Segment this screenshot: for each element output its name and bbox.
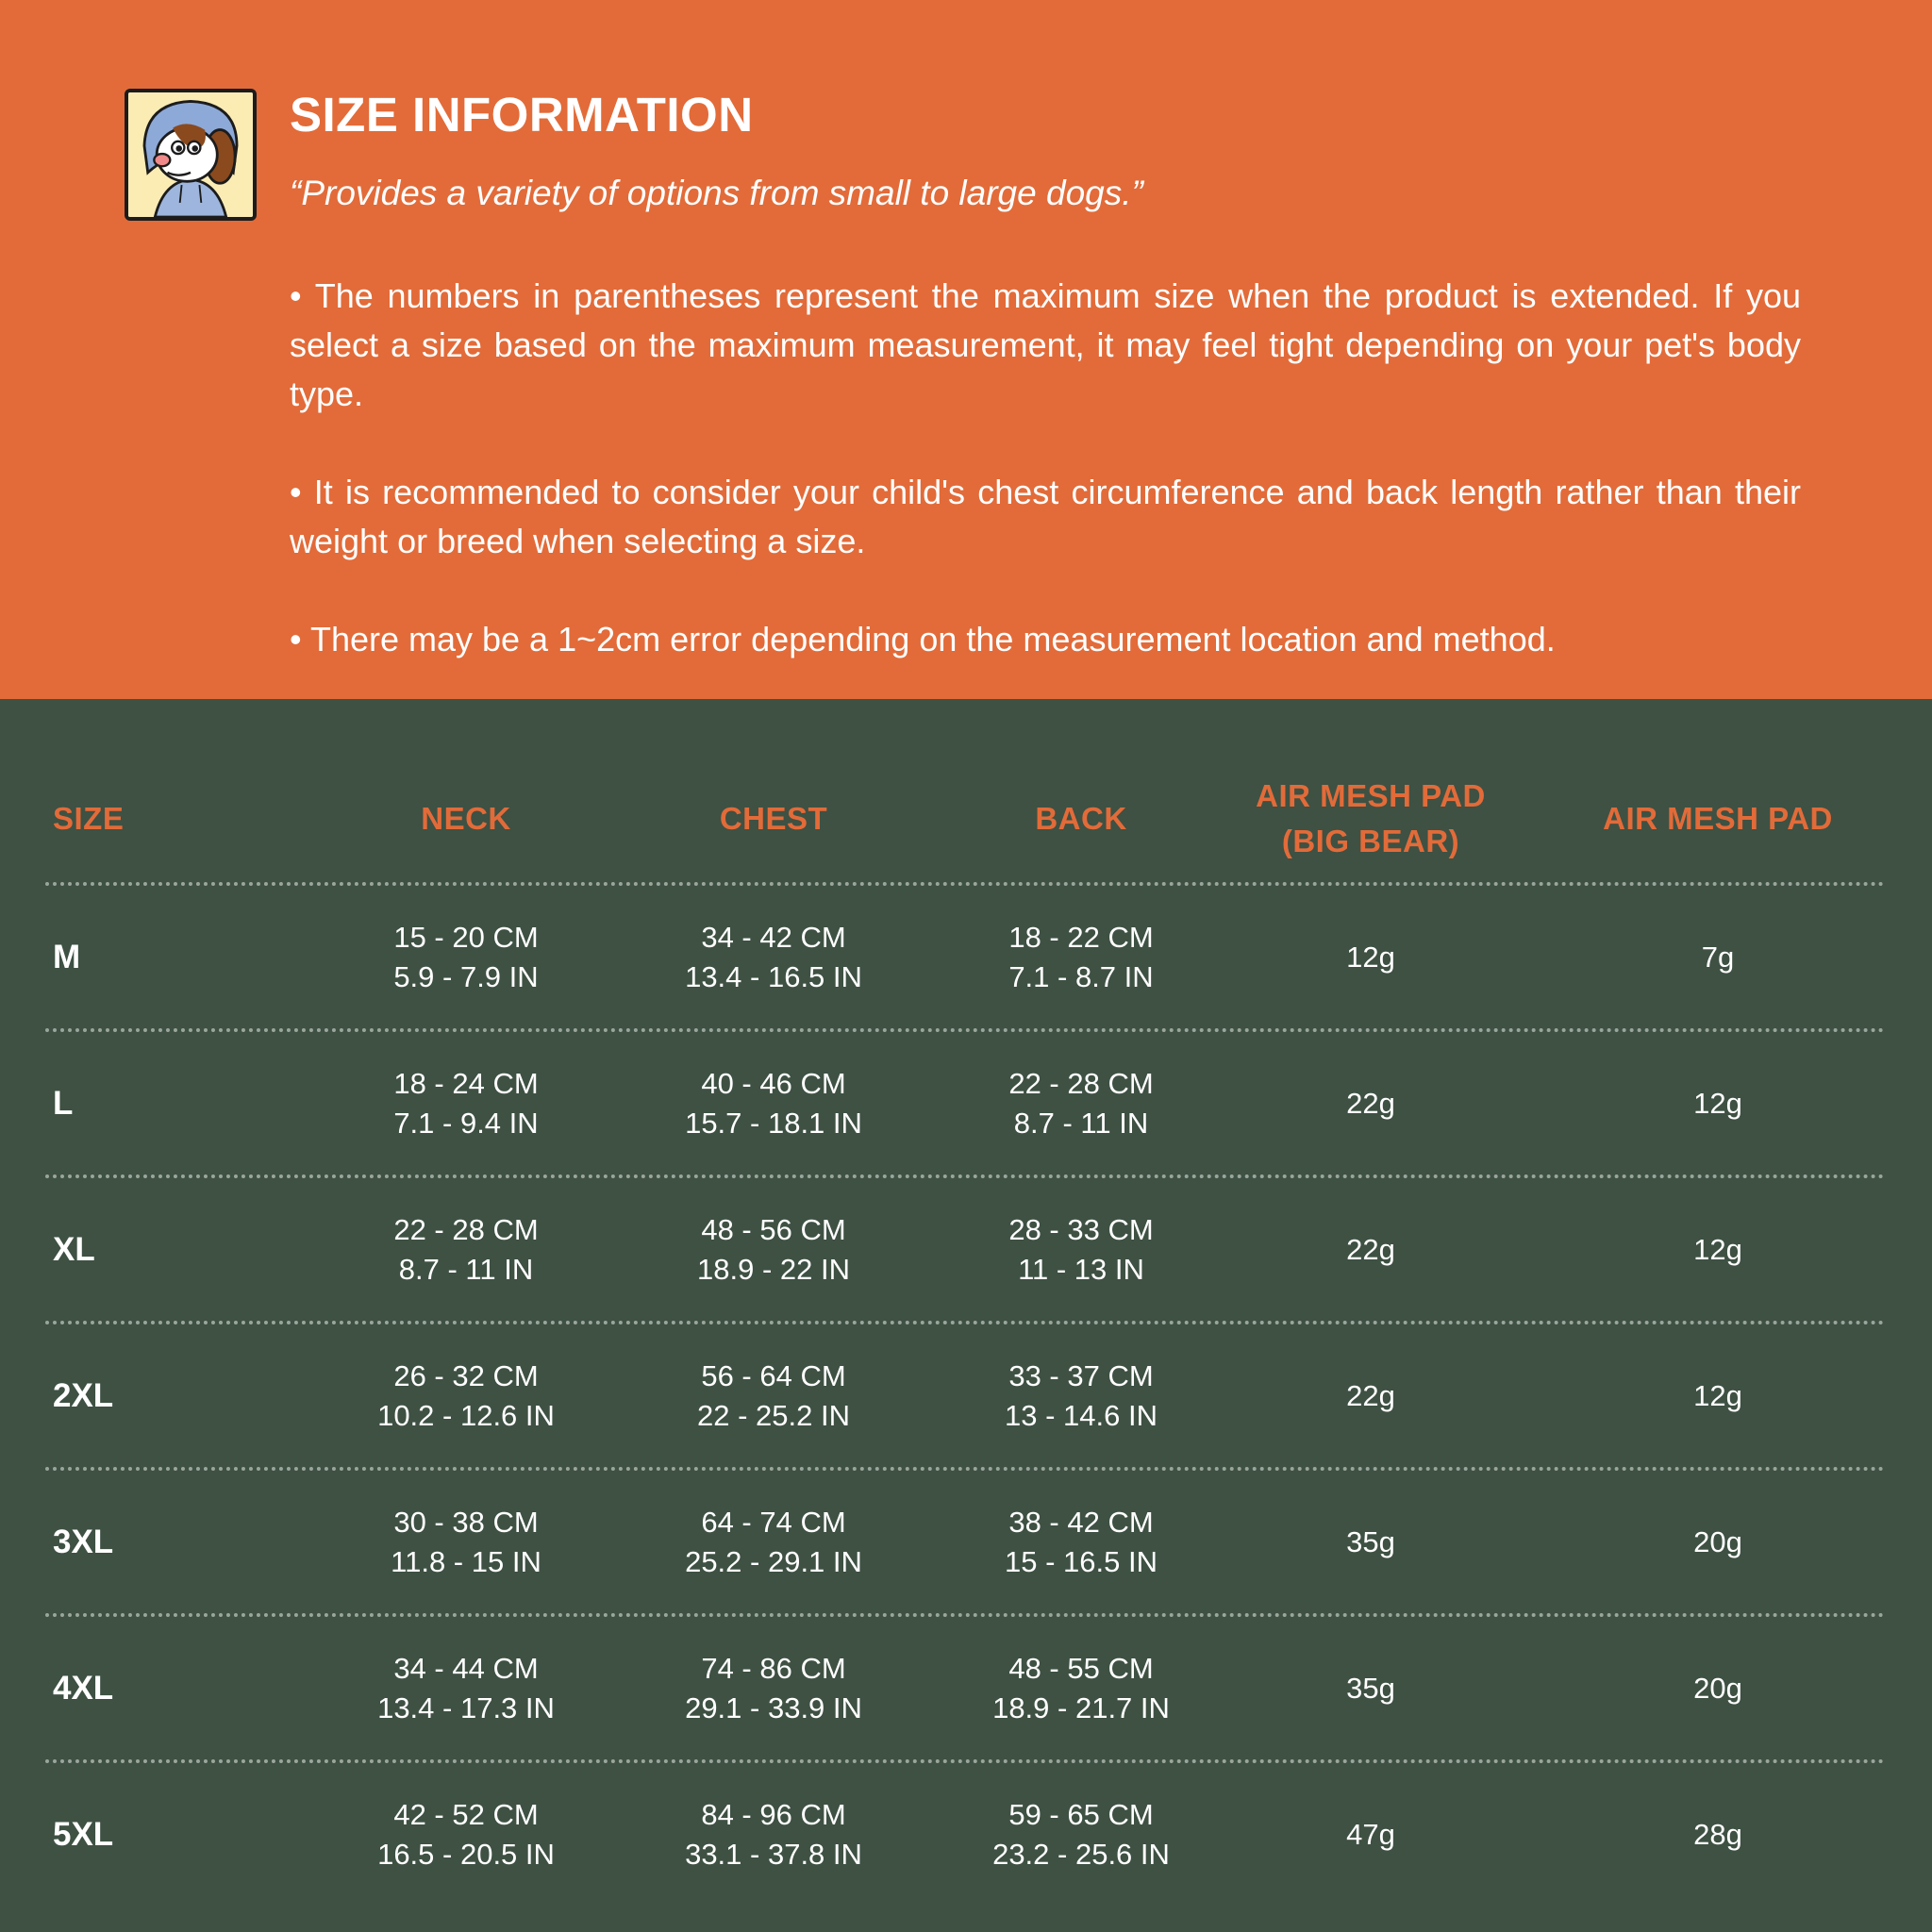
cm-value: 33 - 37 CM [1008,1358,1154,1392]
cm-value: 34 - 44 CM [393,1651,539,1685]
cm-value: 34 - 42 CM [701,920,846,954]
pad-cell: 7g [1701,940,1735,974]
cm-value: 18 - 22 CM [1008,920,1154,954]
size-cell: 4XL [53,1669,114,1707]
in-value: 18.9 - 22 IN [697,1252,850,1286]
cm-value: 84 - 96 CM [701,1797,846,1831]
cm-value: 28 - 33 CM [1008,1212,1154,1246]
in-value: 8.7 - 11 IN [398,1252,534,1286]
column-header-chest: CHEST [719,800,828,836]
in-value: 15.7 - 18.1 IN [685,1106,862,1140]
cm-value: 48 - 56 CM [701,1212,846,1246]
cm-value: 30 - 38 CM [393,1505,539,1539]
cm-value: 74 - 86 CM [701,1651,846,1685]
cm-value: 22 - 28 CM [1008,1066,1154,1100]
cm-value: 48 - 55 CM [1008,1651,1154,1685]
in-value: 7.1 - 9.4 IN [393,1106,539,1140]
size-cell: XL [53,1230,95,1268]
page-title: SIZE INFORMATION [290,88,754,142]
pad-big-bear-cell: 35g [1346,1524,1395,1558]
table-row [45,1028,1885,1174]
column-header-label: AIR MESH PAD [1256,777,1486,813]
in-value: 13.4 - 17.3 IN [377,1690,555,1724]
in-value: 13.4 - 16.5 IN [685,959,862,993]
size-cell: 3XL [53,1523,114,1560]
in-value: 15 - 16.5 IN [1005,1544,1158,1578]
size-cell: L [53,1084,74,1122]
column-header-back: BACK [1035,800,1127,836]
in-value: 16.5 - 20.5 IN [377,1837,555,1871]
column-header-neck: NECK [421,800,511,836]
pad-big-bear-cell: 35g [1346,1671,1395,1705]
size-cell: M [53,938,81,975]
cm-value: 15 - 20 CM [393,920,539,954]
cm-value: 18 - 24 CM [393,1066,539,1100]
cm-value: 59 - 65 CM [1008,1797,1154,1831]
in-value: 11 - 13 IN [1018,1252,1144,1286]
pad-cell: 20g [1693,1671,1742,1705]
cm-value: 64 - 74 CM [701,1505,846,1539]
pad-big-bear-cell: 22g [1346,1232,1395,1266]
in-value: 23.2 - 25.6 IN [992,1837,1170,1871]
page-subtitle: “Provides a variety of options from small to large dogs.” [290,174,1143,212]
cm-value: 40 - 46 CM [701,1066,846,1100]
cm-value: 22 - 28 CM [393,1212,539,1246]
in-value: 22 - 25.2 IN [697,1398,850,1432]
note-max-size: • The numbers in parentheses represent the maximum size when the product is extended. If you select a size based on the maximum measurement, it may feel tight depending on your pet's body type. [290,276,1801,413]
pad-big-bear-cell: 47g [1346,1817,1395,1851]
cm-value: 42 - 52 CM [393,1797,539,1831]
cm-value: 38 - 42 CM [1008,1505,1154,1539]
table-row [45,1321,1885,1467]
in-value: 11.8 - 15 IN [391,1544,541,1578]
table-header [45,755,1885,882]
table-row [45,1759,1885,1906]
in-value: 18.9 - 21.7 IN [992,1690,1170,1724]
column-header-air-mesh-pad-big-bear [1182,755,1559,882]
size-info-header [0,0,1932,699]
pad-cell: 12g [1693,1378,1742,1412]
in-value: 25.2 - 29.1 IN [685,1544,862,1578]
table-row [45,882,1885,1028]
pad-cell: 12g [1693,1086,1742,1120]
note-recommendation: • It is recommended to consider your child's chest circumference and back length rather than their weight or breed when selecting a size. [290,473,1801,560]
pad-big-bear-cell: 12g [1346,940,1395,974]
in-value: 5.9 - 7.9 IN [393,959,539,993]
size-cell: 5XL [53,1815,114,1853]
pad-cell: 20g [1693,1524,1742,1558]
in-value: 29.1 - 33.9 IN [685,1690,862,1724]
size-cell: 2XL [53,1376,114,1414]
column-header-size: SIZE [53,800,125,836]
pad-big-bear-cell: 22g [1346,1086,1395,1120]
dog-in-hood-icon [125,89,257,221]
column-header-sublabel: (BIG BEAR) [1281,823,1460,858]
pad-cell: 12g [1693,1232,1742,1266]
in-value: 7.1 - 8.7 IN [1008,959,1154,993]
in-value: 33.1 - 37.8 IN [685,1837,862,1871]
in-value: 8.7 - 11 IN [1013,1106,1149,1140]
pad-cell: 28g [1693,1817,1742,1851]
cm-value: 56 - 64 CM [701,1358,846,1392]
table-row [45,1467,1885,1613]
table-row [45,1613,1885,1759]
size-table [45,755,1885,1906]
table-row [45,1174,1885,1321]
column-header-air-mesh-pad: AIR MESH PAD [1603,800,1833,836]
in-value: 13 - 14.6 IN [1005,1398,1158,1432]
pad-big-bear-cell: 22g [1346,1378,1395,1412]
cm-value: 26 - 32 CM [393,1358,539,1392]
in-value: 10.2 - 12.6 IN [377,1398,555,1432]
note-error-margin: • There may be a 1~2cm error depending on the measurement location and method. [290,620,1556,658]
